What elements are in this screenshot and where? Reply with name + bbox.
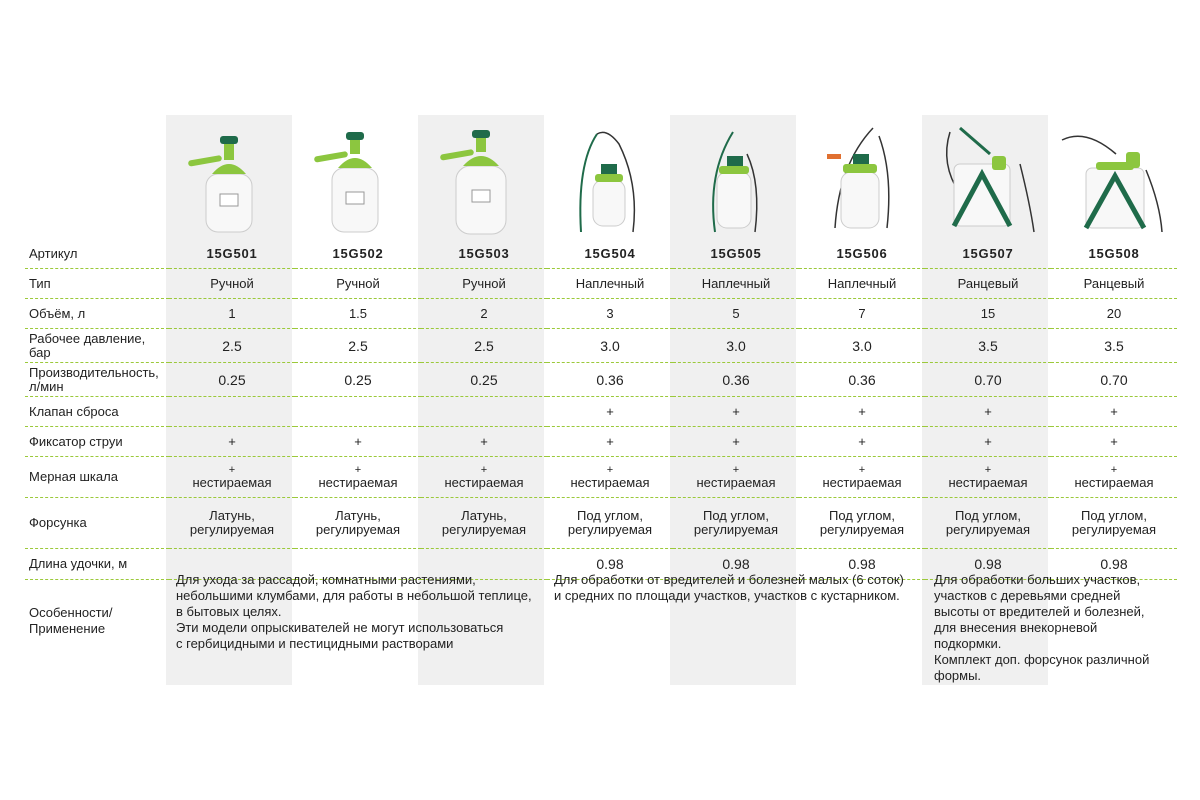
volume-cell: 1.5 <box>295 299 421 329</box>
shoulder-sprayer-5l-icon <box>693 124 773 236</box>
pressure-cell: 2.5 <box>421 329 547 363</box>
scale-cell <box>925 457 1051 498</box>
rod-cell: 0.98 <box>799 549 925 580</box>
lock-cell: + <box>799 427 925 457</box>
nozzle-line: Под углом, <box>955 508 1021 523</box>
product-image-15g507 <box>922 118 1048 236</box>
valve-cell: + <box>673 397 799 427</box>
row-pressure <box>25 329 1177 363</box>
row-label: Артикул <box>25 240 169 269</box>
nozzle-cell <box>295 498 421 549</box>
nozzle-line: Латунь, <box>209 508 255 523</box>
volume-cell: 2 <box>421 299 547 329</box>
scale-cell <box>1051 457 1177 498</box>
nozzle-cell <box>799 498 925 549</box>
scale-text: нестираемая <box>696 475 776 490</box>
scale-mark: + <box>606 464 614 476</box>
scale-mark: + <box>480 464 488 476</box>
backpack-sprayer-20l-icon <box>1056 124 1166 236</box>
volume-cell: 20 <box>1051 299 1177 329</box>
article-cell: 15G507 <box>925 240 1051 269</box>
volume-cell: 15 <box>925 299 1051 329</box>
nozzle-line: Под углом, <box>703 508 769 523</box>
row-label: Мерная шкала <box>25 457 169 498</box>
performance-cell: 0.70 <box>1051 363 1177 397</box>
pressure-cell: 3.5 <box>1051 329 1177 363</box>
nozzle-line: регулируемая <box>189 522 275 537</box>
row-performance <box>25 363 1177 397</box>
product-image-15g503 <box>418 118 544 236</box>
features-line: формы. <box>934 668 982 683</box>
scale-text: нестираемая <box>318 475 398 490</box>
features-backpack <box>934 572 1184 684</box>
lock-cell: + <box>1051 427 1177 457</box>
valve-cell: + <box>799 397 925 427</box>
article-cell: 15G505 <box>673 240 799 269</box>
hand-sprayer-2l-icon <box>436 124 526 236</box>
performance-cell: 0.36 <box>547 363 673 397</box>
nozzle-line: Под углом, <box>829 508 895 523</box>
scale-mark: + <box>858 464 866 476</box>
features-line: подкормки. <box>934 636 1002 651</box>
scale-mark: + <box>354 464 362 476</box>
type-cell: Наплечный <box>799 269 925 299</box>
shoulder-sprayer-3l-icon <box>567 124 647 236</box>
type-cell: Ранцевый <box>1051 269 1177 299</box>
product-image-15g502 <box>292 118 418 236</box>
pressure-cell: 3.0 <box>547 329 673 363</box>
nozzle-cell <box>169 498 295 549</box>
type-cell: Ручной <box>169 269 295 299</box>
row-label: Объём, л <box>25 299 169 329</box>
features-line: для внесения внекорневой <box>934 620 1098 635</box>
valve-cell <box>169 397 295 427</box>
performance-cell: 0.36 <box>799 363 925 397</box>
valve-cell <box>421 397 547 427</box>
row-label: Производительность, л/мин <box>25 363 169 397</box>
volume-cell: 7 <box>799 299 925 329</box>
nozzle-line: регулируемая <box>315 522 401 537</box>
nozzle-line: регулируемая <box>1071 522 1157 537</box>
type-cell: Ручной <box>421 269 547 299</box>
valve-cell <box>295 397 421 427</box>
scale-mark: + <box>1110 464 1118 476</box>
scale-cell <box>169 457 295 498</box>
row-valve <box>25 397 1177 427</box>
valve-cell: + <box>1051 397 1177 427</box>
row-lock <box>25 427 1177 457</box>
row-label: Длина удочки, м <box>25 549 169 580</box>
row-label: Фиксатор струи <box>25 427 169 457</box>
lock-cell: + <box>295 427 421 457</box>
features-line: и средних по площади участков, участков с кустарником. <box>554 588 900 603</box>
nozzle-line: регулируемая <box>693 522 779 537</box>
features-line: небольшими клумбами, для работы в небольшой теплице, <box>176 588 532 603</box>
hand-sprayer-1-5l-icon <box>310 124 400 236</box>
nozzle-line: регулируемая <box>441 522 527 537</box>
row-nozzle <box>25 498 1177 549</box>
features-line: Для обработки от вредителей и болезней малых (6 соток) <box>554 572 904 587</box>
product-image-15g505 <box>670 118 796 236</box>
spec-table <box>25 240 1177 580</box>
article-cell: 15G506 <box>799 240 925 269</box>
nozzle-cell <box>1051 498 1177 549</box>
row-label: Тип <box>25 269 169 299</box>
performance-cell: 0.36 <box>673 363 799 397</box>
type-cell: Ранцевый <box>925 269 1051 299</box>
product-image-15g501 <box>166 118 292 236</box>
scale-cell <box>295 457 421 498</box>
pressure-cell: 2.5 <box>295 329 421 363</box>
nozzle-cell <box>925 498 1051 549</box>
features-line: высоты от вредителей и болезней, <box>934 604 1145 619</box>
nozzle-cell <box>421 498 547 549</box>
article-cell: 15G504 <box>547 240 673 269</box>
lock-cell: + <box>547 427 673 457</box>
lock-cell: + <box>673 427 799 457</box>
type-cell: Ручной <box>295 269 421 299</box>
volume-cell: 3 <box>547 299 673 329</box>
nozzle-line: Под углом, <box>1081 508 1147 523</box>
rod-cell: 0.98 <box>547 549 673 580</box>
features-line: участков с деревьями средней <box>934 588 1121 603</box>
pressure-cell: 3.0 <box>799 329 925 363</box>
volume-cell: 1 <box>169 299 295 329</box>
nozzle-line: Под углом, <box>577 508 643 523</box>
features-line: в бытовых целях. <box>176 604 282 619</box>
row-label: Рабочее давление, бар <box>25 329 169 363</box>
pressure-cell: 3.5 <box>925 329 1051 363</box>
scale-text: нестираемая <box>192 475 272 490</box>
valve-cell: + <box>547 397 673 427</box>
scale-mark: + <box>984 464 992 476</box>
product-image-15g506 <box>796 118 922 236</box>
scale-text: нестираемая <box>570 475 650 490</box>
performance-cell: 0.25 <box>421 363 547 397</box>
nozzle-cell <box>673 498 799 549</box>
scale-text: нестираемая <box>822 475 902 490</box>
features-line: Эти модели опрыскивателей не могут использоваться <box>176 620 504 635</box>
features-line: с гербицидными и пестицидными растворами <box>176 636 454 651</box>
scale-cell <box>421 457 547 498</box>
article-cell: 15G508 <box>1051 240 1177 269</box>
scale-text: нестираемая <box>444 475 524 490</box>
scale-text: нестираемая <box>1074 475 1154 490</box>
scale-text: нестираемая <box>948 475 1028 490</box>
scale-cell <box>799 457 925 498</box>
scale-cell <box>673 457 799 498</box>
row-article <box>25 240 1177 269</box>
product-image-15g504 <box>544 118 670 236</box>
features-shoulder <box>554 572 924 604</box>
pressure-cell: 2.5 <box>169 329 295 363</box>
performance-cell: 0.25 <box>169 363 295 397</box>
scale-mark: + <box>228 464 236 476</box>
article-cell: 15G502 <box>295 240 421 269</box>
valve-cell: + <box>925 397 1051 427</box>
lock-cell: + <box>421 427 547 457</box>
performance-cell: 0.25 <box>295 363 421 397</box>
nozzle-line: регулируемая <box>567 522 653 537</box>
rod-cell: 0.98 <box>925 549 1051 580</box>
pressure-cell: 3.0 <box>673 329 799 363</box>
row-volume <box>25 299 1177 329</box>
features-line: Комплект доп. форсунок различной <box>934 652 1150 667</box>
features-label: Особенности/ Применение <box>29 605 113 636</box>
scale-cell <box>547 457 673 498</box>
type-cell: Наплечный <box>547 269 673 299</box>
backpack-sprayer-15l-icon <box>930 124 1040 236</box>
row-type <box>25 269 1177 299</box>
features-line: Для обработки больших участков, <box>934 572 1141 587</box>
nozzle-cell <box>547 498 673 549</box>
row-scale <box>25 457 1177 498</box>
features-manual <box>176 572 546 652</box>
row-label: Форсунка <box>25 498 169 549</box>
nozzle-line: регулируемая <box>819 522 905 537</box>
nozzle-line: Латунь, <box>461 508 507 523</box>
article-cell: 15G501 <box>169 240 295 269</box>
performance-cell: 0.70 <box>925 363 1051 397</box>
shoulder-sprayer-7l-icon <box>819 124 899 236</box>
nozzle-line: Латунь, <box>335 508 381 523</box>
hand-sprayer-1l-icon <box>184 126 274 236</box>
rod-cell: 0.98 <box>673 549 799 580</box>
features-line: Для ухода за рассадой, комнатными растениями, <box>176 572 476 587</box>
type-cell: Наплечный <box>673 269 799 299</box>
volume-cell: 5 <box>673 299 799 329</box>
article-cell: 15G503 <box>421 240 547 269</box>
scale-mark: + <box>732 464 740 476</box>
rod-cell: 0.98 <box>1051 549 1177 580</box>
lock-cell: + <box>925 427 1051 457</box>
lock-cell: + <box>169 427 295 457</box>
product-image-15g508 <box>1048 118 1174 236</box>
row-label: Клапан сброса <box>25 397 169 427</box>
nozzle-line: регулируемая <box>945 522 1031 537</box>
